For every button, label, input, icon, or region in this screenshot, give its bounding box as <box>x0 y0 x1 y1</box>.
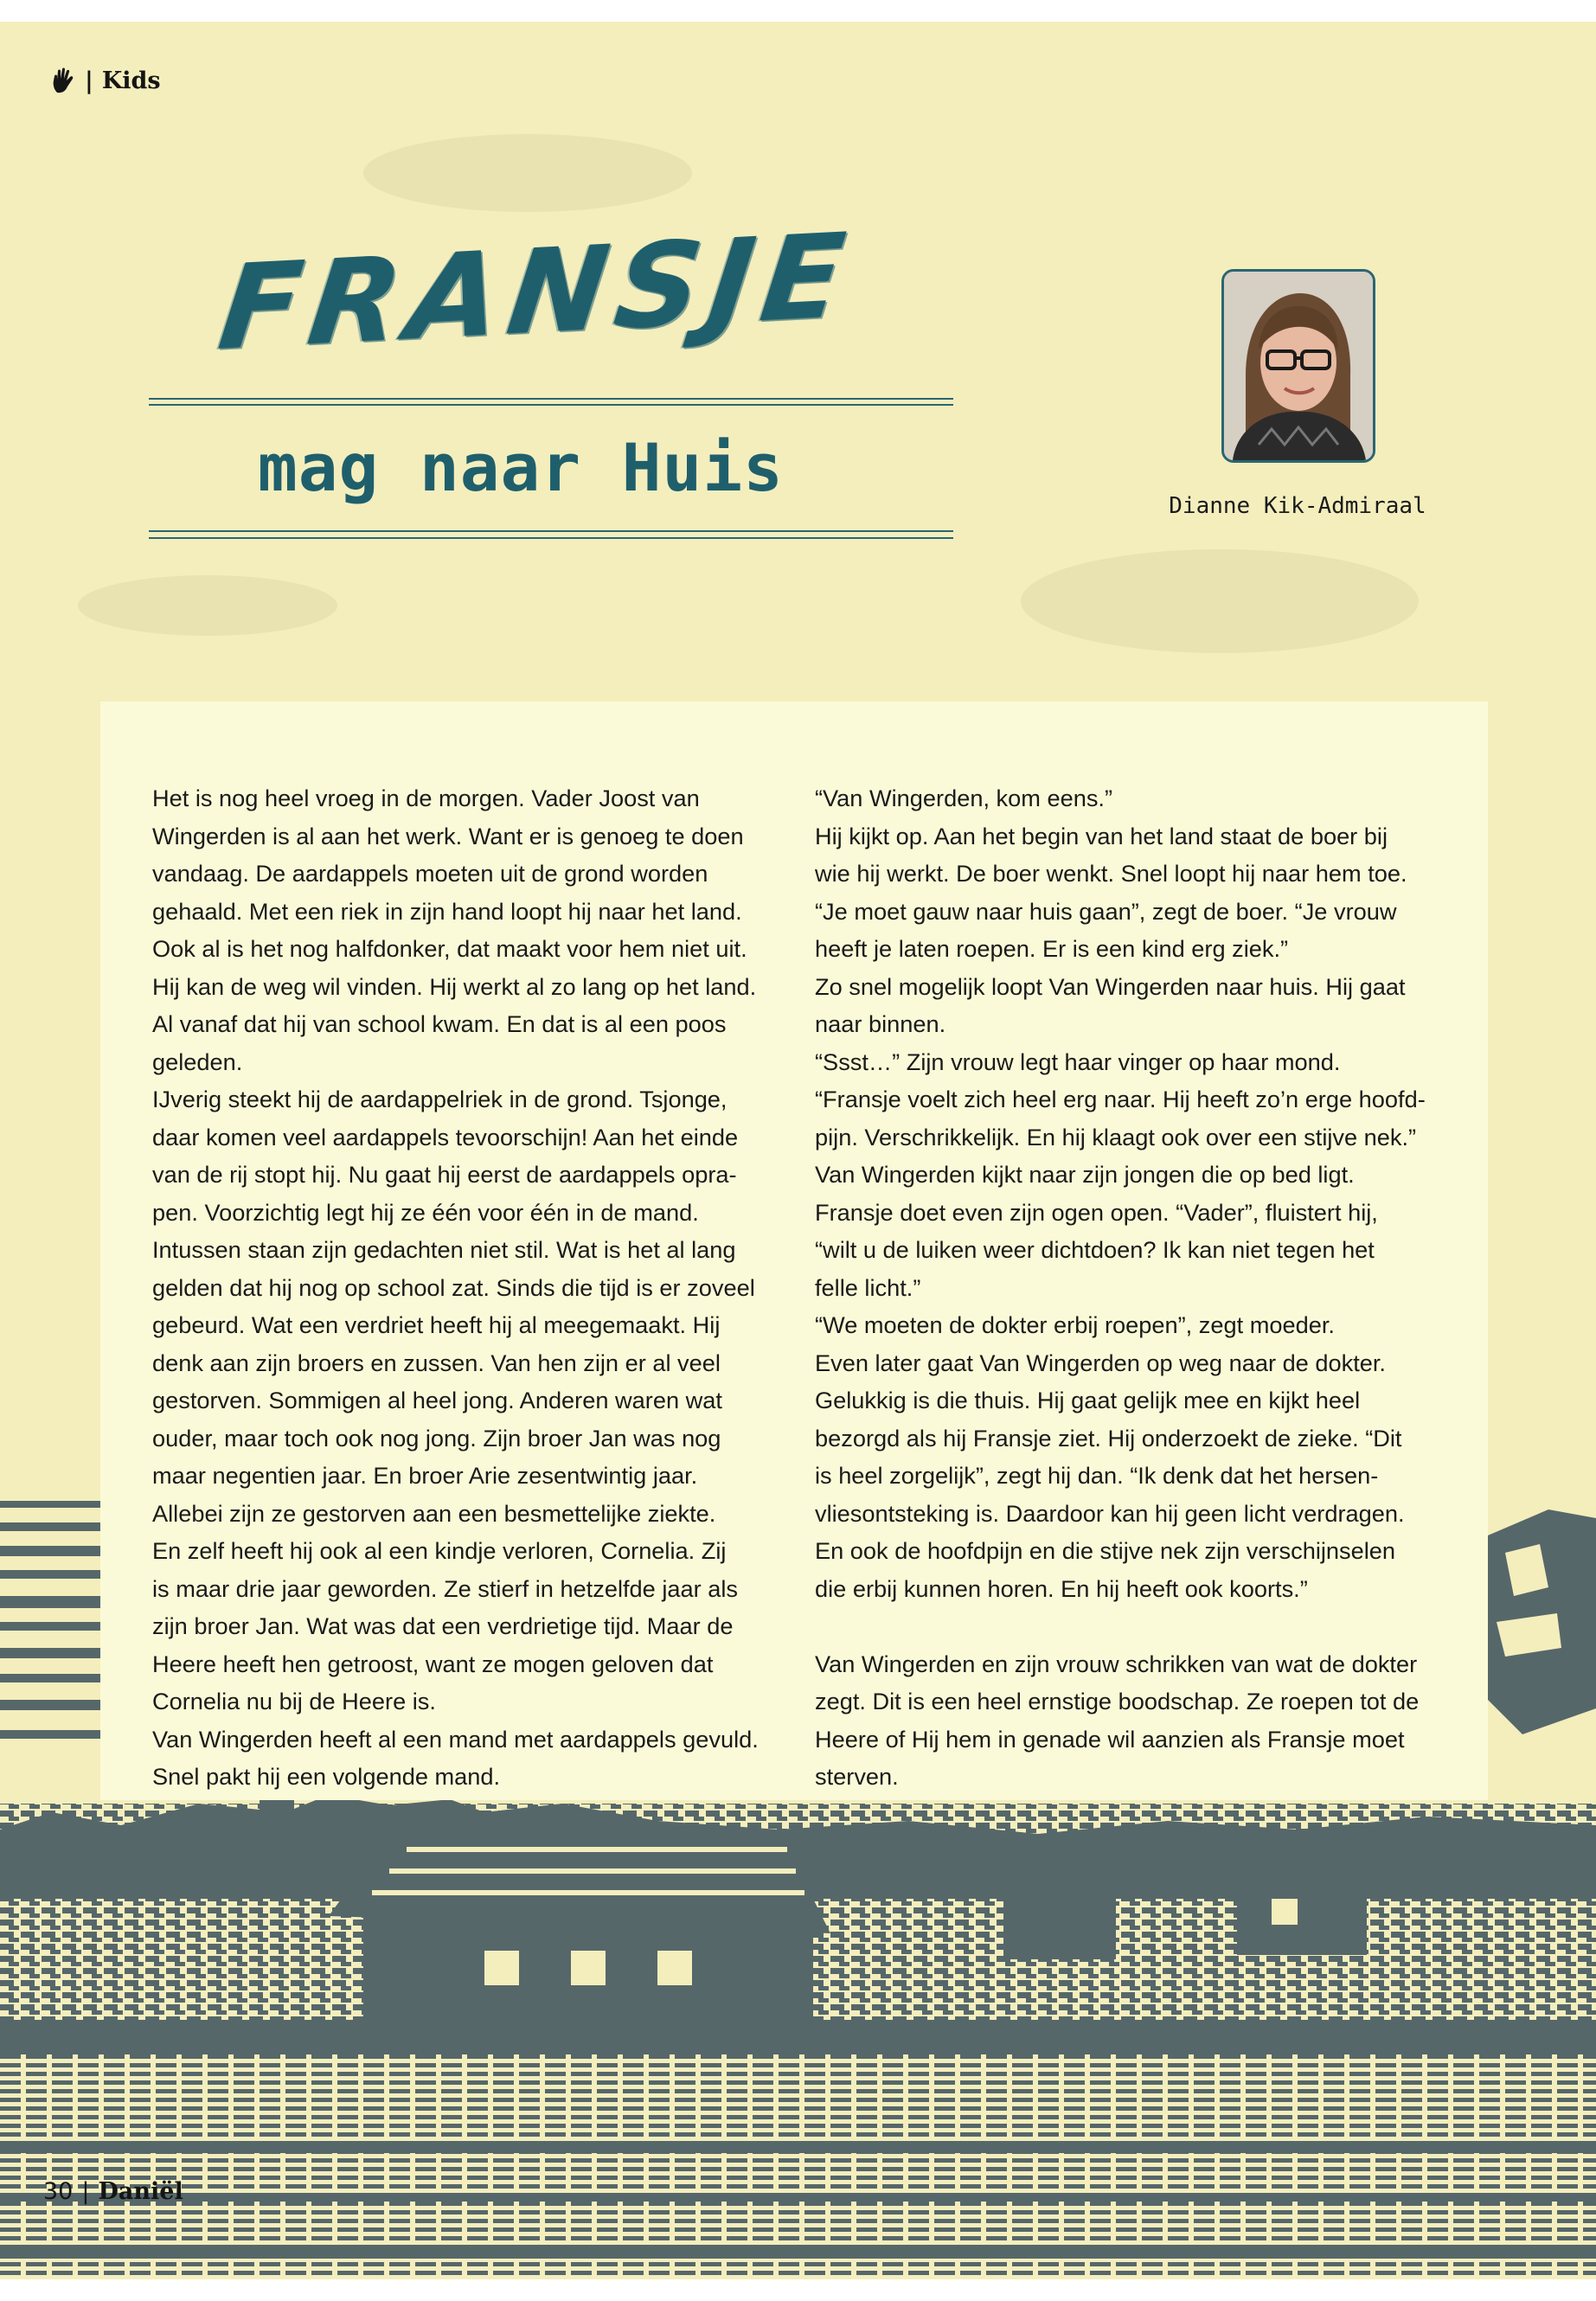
article-line: Allebei zijn ze gestorven aan een besmettelijke ziekte. <box>152 1499 716 1527</box>
article-line: wie hij werkt. De boer wenkt. Snel loopt hij naar hem toe. <box>815 860 1407 887</box>
article-line: Wingerden is al aan het werk. Want er is genoeg te doen <box>152 822 744 849</box>
article-line: pijn. Verschrikkelijk. En hij klaagt ook over een stijve nek.” <box>815 1123 1417 1150</box>
article-line: Zo snel mogelijk loopt Van Wingerden naar huis. Hij gaat <box>815 972 1406 1000</box>
article-line: “We moeten de dokter erbij roepen”, zegt moeder. <box>815 1311 1335 1338</box>
article-line: “Fransje voelt zich heel erg naar. Hij heeft zo’n erge hoofd- <box>815 1086 1426 1112</box>
article-line: vandaag. De aardappels moeten uit de grond worden <box>152 860 708 887</box>
article-subtitle: mag naar Huis <box>258 429 784 506</box>
article-line: En ook de hoofdpijn en die stijve nek zijn verschijnselen <box>815 1537 1396 1564</box>
article-line: van de rij stopt hij. Nu gaat hij eerst de aardappels opra- <box>152 1161 737 1188</box>
section-label <box>50 67 161 94</box>
article-line: vliesontsteking is. Daardoor kan hij geen licht verdragen. <box>815 1499 1405 1527</box>
article-line: is heel zorgelijk”, zegt hij dan. “Ik denk dat het hersen- <box>815 1462 1379 1489</box>
article-line: Gelukkig is die thuis. Hij gaat gelijk mee en kijkt heel <box>815 1387 1361 1413</box>
article-line: zegt. Dit is een heel ernstige boodschap. Ze roepen tot de <box>815 1688 1420 1715</box>
article-body <box>100 702 1488 1800</box>
title-rule-bottom <box>149 530 953 532</box>
article-line: Ook al is het nog halfdonker, dat maakt voor hem niet uit. <box>152 935 747 962</box>
author-portrait <box>1224 272 1373 460</box>
article-line: die erbij kunnen horen. En hij heeft ook koorts.” <box>815 1574 1308 1602</box>
page-footer <box>43 2178 183 2205</box>
hand-icon <box>50 67 76 94</box>
title-rule-top <box>149 398 953 400</box>
magazine-page <box>0 22 1596 2279</box>
article-line: daar komen veel aardappels tevoorschijn! Aan het einde <box>152 1123 739 1150</box>
magazine-name: Daniël <box>98 2178 183 2205</box>
article-line: Hij kijkt op. Aan het begin van het land staat de boer bij <box>815 822 1388 849</box>
paper-texture <box>1021 549 1419 653</box>
article-column-left <box>152 779 792 1796</box>
article-line: sterven. <box>815 1763 899 1790</box>
title-rule-top-2 <box>149 404 953 406</box>
article-line: pen. Voorzichtig legt hij ze één voor één in de mand. <box>152 1198 699 1226</box>
author-photo <box>1221 269 1375 463</box>
article-line: gelden dat hij nog op school zat. Sinds die tijd is er zoveel <box>152 1273 755 1301</box>
article-line: “Je moet gauw naar huis gaan”, zegt de boer. “Je vrouw <box>815 897 1397 925</box>
article-line: Heere of Hij hem in genade wil aanzien als Fransje moet <box>815 1725 1405 1753</box>
article-line: zijn broer Jan. Wat was dat een verdrietige tijd. Maar de <box>152 1612 734 1639</box>
footer-separator: | <box>81 2178 90 2205</box>
article-line: felle licht.” <box>815 1273 921 1301</box>
article-line: ouder, maar toch ook nog jong. Zijn broer Jan was nog <box>152 1424 721 1452</box>
article-line: Fransje doet even zijn ogen open. “Vader”, fluistert hij, <box>815 1198 1378 1226</box>
article-column-right <box>815 779 1455 1796</box>
article-line: heeft je laten roepen. Er is een kind erg ziek.” <box>815 935 1289 962</box>
author-name: Dianne Kik-Admiraal <box>1169 493 1426 519</box>
paper-texture <box>363 134 692 212</box>
article-line: maar negentien jaar. En broer Arie zesentwintig jaar. <box>152 1462 698 1489</box>
article-title: FRANSJE <box>212 208 860 376</box>
article-line: gestorven. Sommigen al heel jong. Anderen waren wat <box>152 1387 722 1413</box>
article-line: Van Wingerden heeft al een mand met aardappels gevuld. <box>152 1725 759 1753</box>
article-line: geleden. <box>152 1048 243 1075</box>
article-line: Hij kan de weg wil vinden. Hij werkt al zo lang op het land. <box>152 972 757 1000</box>
article-line: Intussen staan zijn gedachten niet stil. Wat is het al lang <box>152 1236 736 1263</box>
article-line: is maar drie jaar geworden. Ze stierf in hetzelfde jaar als <box>152 1574 738 1602</box>
article-line: Cornelia nu bij de Heere is. <box>152 1688 436 1715</box>
article-line: “wilt u de luiken weer dichtdoen? Ik kan niet tegen het <box>815 1236 1375 1263</box>
article-line: gehaald. Met een riek in zijn hand loopt hij naar het land. <box>152 897 742 925</box>
section-name: Kids <box>101 67 161 94</box>
article-line: denk aan zijn broers en zussen. Van hen zijn er al veel <box>152 1349 721 1376</box>
article-line: IJverig steekt hij de aardappelriek in de grond. Tsjonge, <box>152 1086 727 1112</box>
article-line: En zelf heeft hij ook al een kindje verloren, Cornelia. Zij <box>152 1537 727 1564</box>
article-line: Het is nog heel vroeg in de morgen. Vader Joost van <box>152 785 700 811</box>
section-separator: | <box>85 67 93 94</box>
article-line: Van Wingerden en zijn vrouw schrikken van wat de dokter <box>815 1650 1418 1677</box>
article-line: Snel pakt hij een volgende mand. <box>152 1763 501 1790</box>
article-line: naar binnen. <box>815 1010 946 1037</box>
paper-texture <box>78 575 337 636</box>
article-line: Even later gaat Van Wingerden op weg naar de dokter. <box>815 1349 1386 1376</box>
article-line: Al vanaf dat hij van school kwam. En dat is al een poos <box>152 1010 727 1037</box>
article-line: bezorgd als hij Fransje ziet. Hij onderzoekt de zieke. “Dit <box>815 1424 1402 1452</box>
title-rule-bottom-2 <box>149 537 953 539</box>
article-line <box>815 1607 1455 1645</box>
article-line: gebeurd. Wat een verdriet heeft hij al meegemaakt. Hij <box>152 1311 721 1338</box>
article-line: Van Wingerden kijkt naar zijn jongen die op bed ligt. <box>815 1161 1355 1188</box>
page-number: 30 <box>43 2178 74 2205</box>
article-line: “Van Wingerden, kom eens.” <box>815 785 1113 811</box>
article-line: Heere heeft hen getroost, want ze mogen geloven dat <box>152 1650 714 1677</box>
article-line: “Ssst…” Zijn vrouw legt haar vinger op haar mond. <box>815 1048 1341 1075</box>
